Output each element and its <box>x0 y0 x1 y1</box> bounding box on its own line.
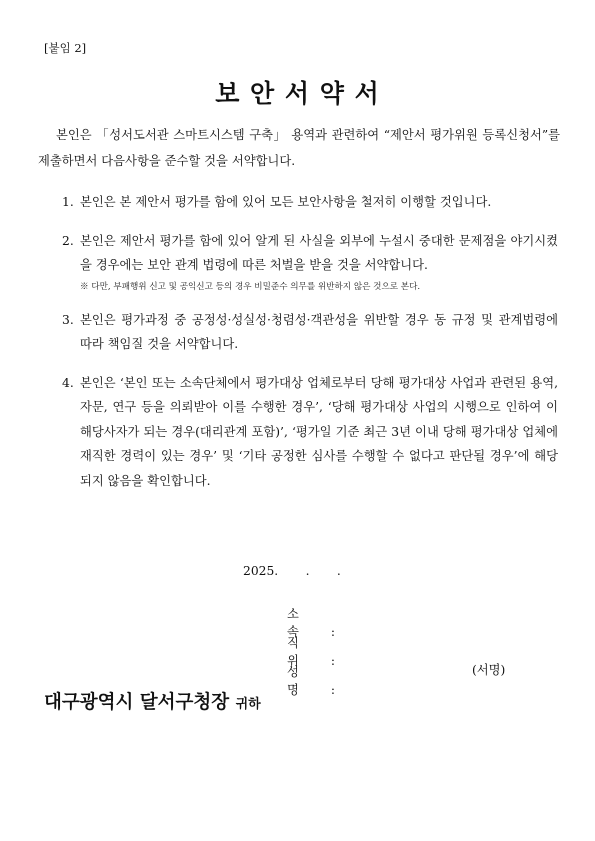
signature-mark: (서명) <box>472 663 506 677</box>
item-body <box>80 229 558 294</box>
item-text: 본인은 제안서 평가를 함에 있어 알게 된 사실을 외부에 누설시 중대한 문제점을 야기시켰을 경우에는 보안 관계 법령에 따른 처벌을 받을 것을 서약합니다. <box>80 233 558 272</box>
item-number: 2. <box>62 233 74 248</box>
item-note: ※ 다만, 부패행위 신고 및 공익신고 등의 경우 비밀준수 의무를 위반하지 않은 것으로 본다. <box>80 281 421 292</box>
item-text: 본인은 본 제안서 평가를 함에 있어 모든 보안사항을 철저히 이행할 것입니다. <box>80 195 492 209</box>
addressee-name: 대구광역시 달서구청장 <box>44 692 230 713</box>
pledge-item <box>62 308 558 357</box>
item-number: 4. <box>62 375 74 390</box>
item-text: 본인은 ‘본인 또는 소속단체에서 평가대상 업체로부터 당해 평가대상 사업과 관련된 용역, 자문, 연구 등을 의뢰받아 이를 수행한 경우’, ‘당해 평가대상 사업의 시행으로 인하여 이해당사자가 되는 경우(대리관계 포함)’, ‘평가일 기준 최근 3년 이내 당해 평가대상 업체에 재직한 경력이 있는 경우’ 및 ‘기타 공정한 심사를 수행할 수 없다고 판단될 경우’에 해당되지 않음을 확인합니다. <box>80 375 558 488</box>
pledge-item <box>62 371 558 494</box>
name-row <box>287 662 341 698</box>
name-label: 성 명 <box>287 665 305 697</box>
item-text: 본인은 평가과정 중 공정성·성실성·청렴성·객관성을 위반할 경우 동 규정 및 관계법령에 따라 책임질 것을 서약합니다. <box>80 312 558 351</box>
attachment-label: [붙임 2] <box>44 41 87 55</box>
item-number: 1. <box>62 195 74 209</box>
pledge-list <box>62 190 558 493</box>
intro-paragraph: 본인은 「성서도서관 스마트시스템 구축」 용역과 관련하여 “제안서 평가위원 등록신청서”를 제출하면서 다음사항을 준수할 것을 서약합니다. <box>38 128 560 168</box>
colon: : <box>330 654 336 668</box>
addressee <box>44 688 261 714</box>
colon: : <box>330 625 336 639</box>
colon: : <box>330 683 336 697</box>
position-label: 직 위 <box>287 636 305 668</box>
pledge-item <box>62 229 558 294</box>
pledge-item <box>62 190 558 215</box>
date-line: 2025. . . <box>243 564 341 578</box>
affiliation-label: 소 속 <box>287 607 305 639</box>
document-title: 보 안 서 약 서 <box>215 79 380 108</box>
item-number: 3. <box>62 312 74 327</box>
addressee-suffix: 귀하 <box>235 697 261 712</box>
